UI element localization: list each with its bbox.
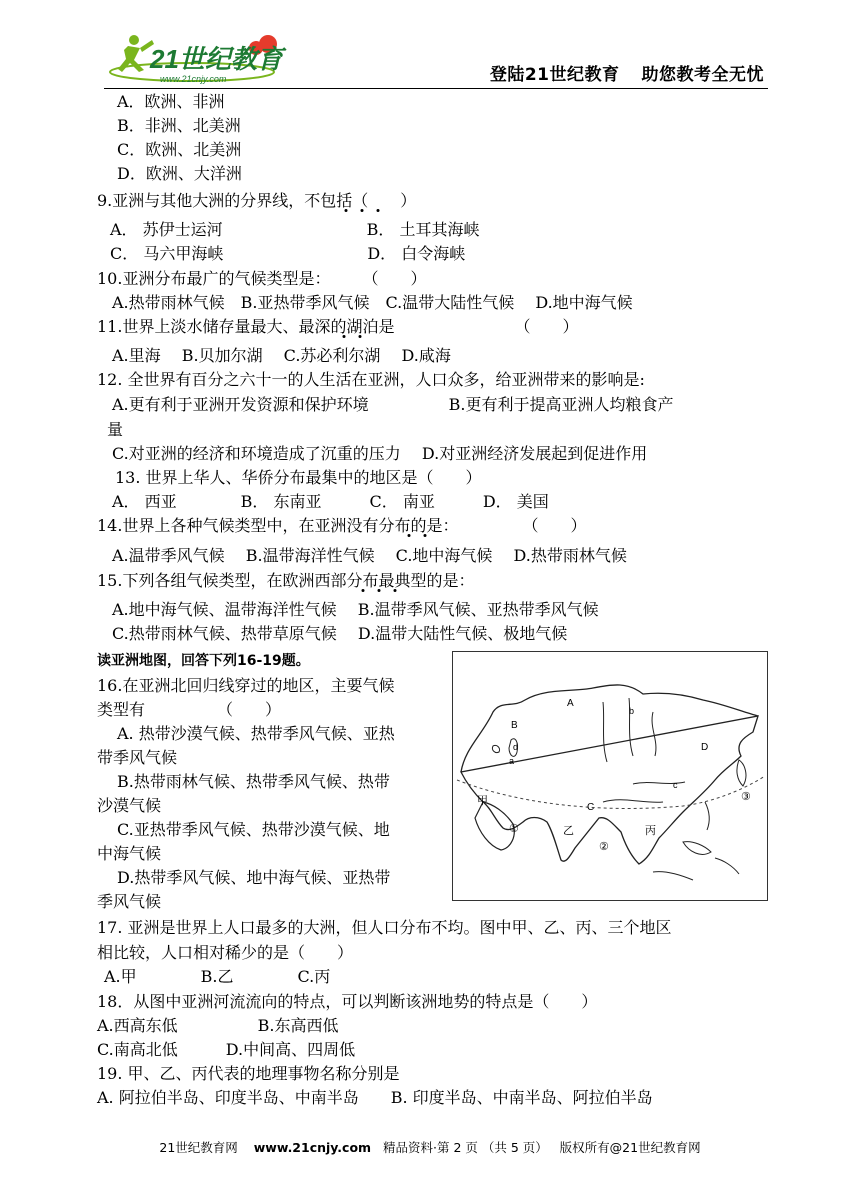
q16-option-c: C.亚热带季风气候、热带沙漠气候、地 bbox=[117, 820, 390, 839]
q10-stem: 10.亚洲分布最广的气候类型是： （ ） bbox=[97, 269, 427, 288]
q16-option-d: D.热带季风气候、地中海气候、亚热带 bbox=[117, 868, 391, 887]
map-label-d-upper: D bbox=[701, 742, 709, 753]
q15-options-cd: C.热带雨林气候、热带草原气候 D.温带大陆性气候、极地气候 bbox=[112, 624, 568, 643]
asia-map bbox=[452, 651, 768, 901]
q17-options: A.甲 B.乙 C.丙 bbox=[104, 967, 331, 986]
map-label-a-upper: A bbox=[567, 698, 574, 709]
footer-copyright: 版权所有@21世纪教育网 bbox=[559, 1140, 701, 1155]
q16-option-b-wrap: 沙漠气候 bbox=[97, 796, 162, 815]
q13-options: A． 西亚 B． 东南亚 C． 南亚 D． 美国 bbox=[112, 492, 549, 511]
q18-stem: 18．从图中亚洲河流流向的特点，可以判断该洲地势的特点是（ ） bbox=[97, 992, 598, 1011]
footer-site: 21世纪教育网 bbox=[159, 1140, 238, 1155]
svg-text:21世纪教育: 21世纪教育 bbox=[150, 44, 283, 74]
map-instruction: 读亚洲地图，回答下列16-19题。 bbox=[97, 653, 310, 669]
q16-option-c-wrap: 中海气候 bbox=[97, 844, 162, 863]
site-logo bbox=[104, 30, 294, 86]
q9-options-ab: A． 苏伊士运河 B． 土耳其海峡 bbox=[110, 220, 480, 239]
header-divider bbox=[104, 88, 768, 89]
q9-stem: 9.亚洲与其他大洲的分界线，不包括（ ） bbox=[97, 191, 417, 210]
slogan-right: 助您教考全无忧 bbox=[641, 65, 764, 85]
q12-options-cd: C.对亚洲的经济和环境造成了沉重的压力 D.对亚洲经济发展起到促进作用 bbox=[112, 444, 648, 463]
map-label-ocean-2: ② bbox=[599, 841, 609, 853]
map-label-bing: 丙 bbox=[645, 825, 656, 837]
svg-text:www.21cnjy.com: www.21cnjy.com bbox=[160, 74, 227, 84]
header-slogan bbox=[490, 60, 764, 85]
q16-stem-wrap: 类型有 （ ） bbox=[97, 700, 282, 719]
q14-stem: 14.世界上各种气候类型中，在亚洲没有分布的是： （ ） bbox=[97, 516, 587, 535]
q11-options: A.里海 B.贝加尔湖 C.苏必利尔湖 D.咸海 bbox=[112, 346, 451, 365]
q16-option-a: A. 热带沙漠气候、热带季风气候、亚热 bbox=[117, 724, 395, 743]
map-label-ocean-3: ③ bbox=[741, 791, 751, 803]
q16-option-a-wrap: 带季风气候 bbox=[97, 748, 178, 767]
q8-option-b: B．非洲、北美洲 bbox=[117, 116, 241, 135]
q12-options-ab: A.更有利于亚洲开发资源和保护环境 B.更有利于提高亚洲人均粮食产 bbox=[112, 395, 674, 414]
footer-url: www.21cnjy.com bbox=[253, 1140, 372, 1155]
q18-options-ab: A.西高东低 B.东高西低 bbox=[97, 1016, 339, 1035]
q18-options-cd: C.南高北低 D.中间高、四周低 bbox=[97, 1040, 356, 1059]
map-label-ocean-1: ① bbox=[509, 823, 519, 835]
footer-page-info: 精品资料·第 2 页 （共 5 页） bbox=[383, 1140, 548, 1155]
q15-stem: 15.下列各组气候类型，在欧洲西部分布最典型的是： bbox=[97, 571, 475, 590]
q19-options-ab: A. 阿拉伯半岛、印度半岛、中南半岛 B. 印度半岛、中南半岛、阿拉伯半岛 bbox=[97, 1088, 653, 1107]
map-label-yi: 乙 bbox=[563, 825, 574, 837]
q11-stem: 11.世界上淡水储存量最大、最深的湖泊是 （ ） bbox=[97, 317, 579, 336]
q17-stem: 17. 亚洲是世界上人口最多的大洲，但人口分布不均。图中甲、乙、丙、三个地区 bbox=[97, 918, 672, 937]
map-label-a-lower: a bbox=[509, 756, 515, 766]
map-label-c-upper: C bbox=[587, 802, 595, 813]
asia-coastline bbox=[461, 685, 758, 864]
slogan-left: 登陆21世纪教育 bbox=[489, 65, 620, 85]
q19-stem: 19. 甲、乙、丙代表的地理事物名称分别是 bbox=[97, 1064, 400, 1083]
tropic-of-cancer-line bbox=[457, 776, 765, 808]
q16-stem: 16.在亚洲北回归线穿过的地区，主要气候 bbox=[97, 676, 395, 695]
q8-option-a: A．欧洲、非洲 bbox=[117, 92, 225, 111]
q14-options: A.温带季风气候 B.温带海洋性气候 C.地中海气候 D.热带雨林气候 bbox=[112, 546, 627, 565]
map-label-jia: 甲 bbox=[477, 795, 488, 807]
q12-stem: 12. 全世界有百分之六十一的人生活在亚洲，人口众多，给亚洲带来的影响是: bbox=[97, 370, 645, 389]
q16-option-b: B.热带雨林气候、热带季风气候、热带 bbox=[117, 772, 390, 791]
q13-stem: 13. 世界上华人、华侨分布最集中的地区是（ ） bbox=[115, 468, 482, 487]
q8-option-d: D．欧洲、大洋洲 bbox=[117, 164, 242, 183]
page-footer bbox=[0, 1138, 860, 1156]
map-label-c-lower: c bbox=[673, 780, 678, 790]
map-label-b-upper: B bbox=[511, 720, 518, 731]
map-label-b-lower: b bbox=[629, 706, 635, 716]
q10-options: A.热带雨林气候 B.亚热带季风气候 C.温带大陆性气候 D.地中海气候 bbox=[112, 293, 633, 312]
q15-options-ab: A.地中海气候、温带海洋性气候 B.温带季风气候、亚热带季风气候 bbox=[112, 600, 599, 619]
q16-option-d-wrap: 季风气候 bbox=[97, 892, 162, 911]
q9-options-cd: C． 马六甲海峡 D． 白令海峡 bbox=[110, 244, 466, 263]
map-label-d-lower: d bbox=[513, 742, 519, 752]
q12-options-ab-wrap: 量 bbox=[107, 420, 124, 439]
q8-option-c: C．欧洲、北美洲 bbox=[117, 140, 242, 159]
q17-stem-wrap: 相比较，人口相对稀少的是（ ） bbox=[97, 943, 354, 962]
